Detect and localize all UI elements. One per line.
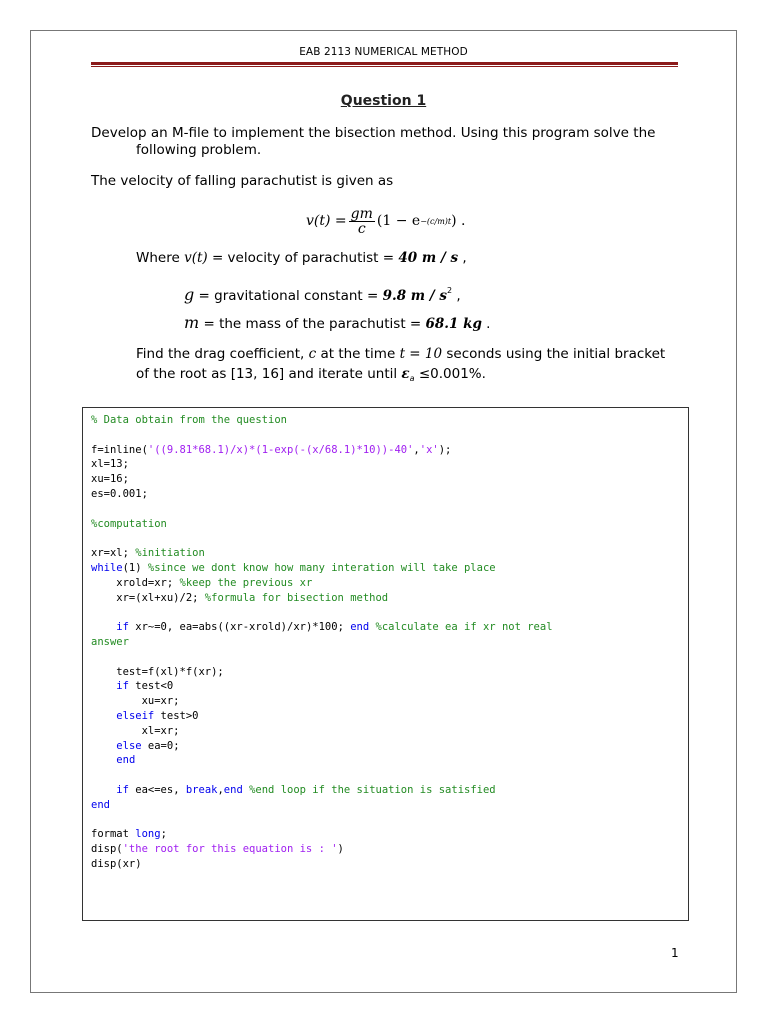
- task-text-d: of the root as [13, 16] and iterate until: [136, 366, 402, 382]
- code-line: if test<0: [116, 680, 174, 693]
- g-value: 9.8 m / s: [382, 288, 448, 304]
- v-value: 40 m / s: [398, 250, 459, 266]
- code-line: xu=xr;: [91, 695, 180, 708]
- code-line: xl=xr;: [91, 724, 180, 737]
- code-line: test=f(xl)*f(xr);: [91, 665, 224, 678]
- question-title: Question 1: [340, 93, 427, 109]
- intro-line-2: following problem.: [136, 142, 262, 158]
- where-label: Where: [136, 250, 185, 266]
- definition-velocity: [136, 250, 467, 267]
- equation-fraction: [349, 207, 375, 236]
- code-line: if xr~=0, ea=abs((xr-xrold)/xr)*100; end %calculate ea if xr not real: [116, 621, 553, 634]
- code-line: xr=(xl+xu)/2; %formula for bisection method: [91, 591, 389, 604]
- code-line: disp(xr): [91, 857, 142, 870]
- code-line: end: [116, 754, 136, 767]
- epsilon-symbol: ε: [401, 366, 410, 382]
- code-line: xr=xl; %initiation: [91, 547, 205, 560]
- code-blank: [91, 428, 680, 443]
- task-paragraph: [136, 344, 696, 389]
- task-t-value: t = 10: [399, 346, 443, 362]
- equation-exponent: −(c/m)t: [420, 216, 452, 226]
- fraction-numerator: gm: [350, 205, 373, 222]
- equation-body: (1 − e: [376, 213, 421, 229]
- m-end: .: [481, 316, 491, 332]
- running-header: EAB 2113 NUMERICAL METHOD: [299, 46, 468, 58]
- equation-tail: ) .: [451, 213, 466, 229]
- matlab-code-listing: [82, 407, 689, 921]
- intro-line-1: Develop an M-file to implement the bisection method. Using this program solve the: [91, 125, 656, 141]
- m-text: = the mass of the parachutist =: [199, 316, 426, 332]
- code-line: if ea<=es, break,end %end loop if the situation is satisfied: [116, 783, 496, 796]
- code-line: % Data obtain from the question: [91, 414, 287, 426]
- page-number: 1: [671, 946, 679, 960]
- code-line: xrold=xr; %keep the previous xr: [91, 576, 313, 589]
- code-line: elseif test>0: [116, 709, 199, 722]
- code-blank: [91, 605, 680, 620]
- v-text: = velocity of parachutist =: [207, 250, 399, 266]
- code-blank: [91, 813, 680, 828]
- epsilon-subscript: a: [409, 374, 415, 383]
- g-sup: 2: [447, 286, 453, 295]
- definition-mass: [184, 314, 490, 333]
- code-line: format long;: [91, 828, 167, 841]
- g-end: ,: [452, 288, 461, 304]
- code-line: xu=16;: [91, 473, 129, 486]
- m-value: 68.1 kg: [425, 316, 482, 332]
- code-line: end: [91, 798, 110, 811]
- code-blank: [91, 531, 680, 546]
- code-blank: [91, 502, 680, 517]
- task-line-1: [136, 344, 696, 364]
- g-text: = gravitational constant =: [194, 288, 383, 304]
- header-rule-thick: [91, 62, 678, 65]
- definition-gravity: [184, 282, 461, 305]
- code-line: %computation: [91, 517, 167, 530]
- m-symbol: m: [184, 313, 200, 332]
- code-line: else ea=0;: [116, 739, 180, 752]
- document-page: [30, 30, 737, 993]
- task-c-symbol: c: [308, 346, 317, 362]
- code-line: xl=13;: [91, 458, 129, 471]
- code-line: f=inline('((9.81*68.1)/x)*(1-exp(-(x/68.1)*10))-40','x');: [91, 443, 452, 456]
- fraction-denominator: c: [357, 220, 366, 237]
- code-blank: [91, 768, 680, 783]
- task-text-c: seconds using the initial bracket: [442, 346, 666, 362]
- task-text-a: Find the drag coefficient,: [136, 346, 309, 362]
- code-blank: [91, 650, 680, 665]
- task-text-e: ≤0.001%.: [414, 366, 486, 382]
- header-rule-thin: [91, 66, 678, 67]
- problem-statement: The velocity of falling parachutist is given as: [91, 173, 394, 189]
- code-line: while(1) %since we dont know how many interation will take place: [91, 561, 496, 574]
- velocity-equation: [306, 201, 465, 241]
- task-text-b: at the time: [316, 346, 400, 362]
- code-line: disp('the root for this equation is : '): [91, 843, 344, 856]
- v-symbol: v(t): [184, 250, 208, 266]
- code-line: answer: [91, 635, 129, 648]
- v-end: ,: [458, 250, 467, 266]
- g-symbol: g: [184, 285, 195, 304]
- equation-lhs: v(t) =: [306, 213, 347, 229]
- code-line: es=0.001;: [91, 487, 148, 500]
- task-line-2: [136, 364, 696, 389]
- intro-paragraph: [91, 125, 691, 159]
